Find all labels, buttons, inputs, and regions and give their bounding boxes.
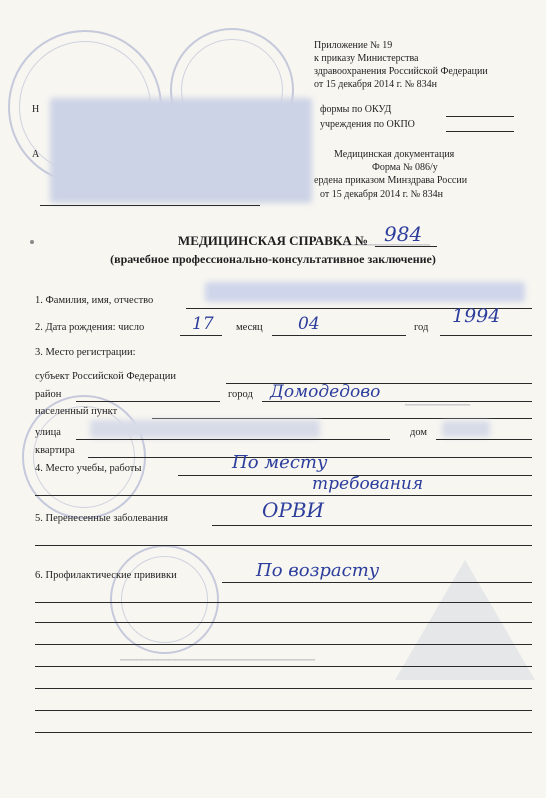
certificate-subtitle: (врачебное профессионально-консультативное заключение)	[110, 252, 436, 266]
okpo-line	[446, 131, 514, 132]
certificate-number: 984	[384, 222, 423, 246]
okud-line	[446, 116, 514, 117]
institution-line	[40, 205, 260, 206]
dob-month: 04	[298, 314, 320, 334]
settlement-label: населенный пункт	[35, 406, 118, 417]
month-label: месяц	[236, 322, 263, 333]
stamp-triangle	[395, 560, 535, 680]
apartment-label: квартира	[35, 445, 75, 456]
registration-label: 3. Место регистрации:	[35, 347, 136, 358]
blank-line	[35, 732, 532, 733]
order-date-text: от 15 декабря 2014 г. № 834н	[314, 79, 437, 90]
appendix-text: Приложение № 19	[314, 40, 393, 51]
okud-label: формы по ОКУД	[320, 104, 392, 115]
street-label: улица	[35, 427, 61, 438]
redacted-name	[205, 282, 525, 302]
title-main: МЕДИЦИНСКАЯ СПРАВКА №	[177, 233, 369, 248]
stamp-bottom-left	[110, 545, 219, 654]
form-text: Форма № 086/у	[372, 162, 438, 173]
blank-line	[35, 622, 532, 623]
redacted-street	[90, 420, 320, 438]
city-line	[262, 401, 532, 402]
blank-line	[35, 710, 532, 711]
house-line	[436, 439, 532, 440]
doc-type-text: Медицинская документация	[334, 149, 455, 160]
redacted-institution	[50, 98, 312, 203]
blank-line	[35, 602, 532, 603]
dob-label: 2. Дата рождения: число	[35, 322, 145, 333]
redacted-house	[442, 421, 490, 437]
blank-line	[35, 644, 532, 645]
district-line	[76, 401, 220, 402]
bleed-text: ━━━━━━━━━━━━━━━━━━━━━━━━━━━━━━━━━━━━	[120, 655, 316, 665]
blank-line	[35, 666, 532, 667]
name-label: 1. Фамилия, имя, отчество	[35, 295, 154, 306]
study-label: 4. Место учебы, работы	[35, 463, 142, 474]
year-line	[440, 335, 532, 336]
vaccination-line	[222, 582, 532, 583]
city-label: город	[228, 389, 253, 400]
month-line	[272, 335, 406, 336]
dob-day: 17	[192, 314, 214, 334]
bleed-text: ━━━━━━━━━━━━	[405, 400, 471, 410]
city-value: Домодедово	[270, 382, 381, 402]
ministry-text: здравоохранения Российской Федерации	[314, 66, 488, 77]
approved-text: ердена приказом Минздрава России	[314, 175, 468, 186]
okpo-label: учреждения по ОКПО	[320, 119, 415, 130]
subject-label: субъект Российской Федерации	[35, 371, 176, 382]
a-mark: А	[32, 149, 40, 160]
year-label: год	[414, 322, 429, 333]
illness-line	[212, 525, 532, 526]
study-line-2	[35, 495, 532, 496]
settlement-line	[152, 418, 532, 419]
vaccination-label: 6. Профилактические прививки	[35, 570, 177, 581]
street-line	[76, 439, 390, 440]
certificate-title	[0, 233, 546, 249]
number-line	[375, 246, 437, 247]
study-value-1: По месту	[232, 452, 328, 473]
illness-label: 5. Перенесенные заболевания	[35, 513, 168, 524]
illness-value: ОРВИ	[262, 498, 324, 522]
n-mark: Н	[32, 104, 40, 115]
blank-line	[35, 688, 532, 689]
bleed-text: ━━━━━━━━━━━━━━━━━	[338, 240, 431, 250]
order-text: к приказу Министерства	[314, 53, 419, 64]
illness-line-2	[35, 545, 532, 546]
study-value-2: требования	[312, 474, 424, 494]
approved-date-text: от 15 декабря 2014 г. № 834н	[320, 189, 443, 200]
house-label: дом	[410, 427, 428, 438]
vaccination-value: По возрасту	[256, 560, 380, 581]
dob-year: 1994	[452, 305, 501, 327]
district-label: район	[35, 389, 62, 400]
day-line	[180, 335, 222, 336]
